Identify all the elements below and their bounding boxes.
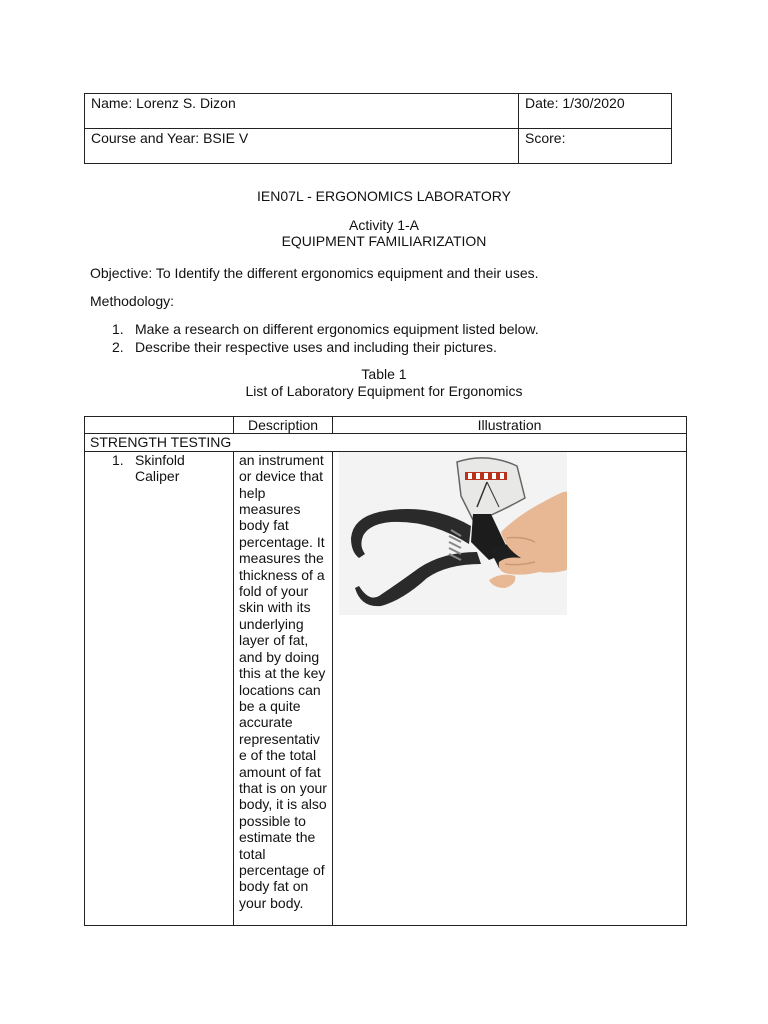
equipment-table [84,416,687,926]
methodology-label: Methodology: [90,293,175,309]
submission-date: Date: 1/30/2020 [519,94,672,129]
column-header-illustration: Illustration [333,417,687,434]
equipment-name [90,452,228,485]
objective: Objective: To Identify the different ergonomics equipment and their uses. [90,265,539,281]
table-title: List of Laboratory Equipment for Ergonomics [245,383,523,399]
methodology-item [112,321,539,337]
skinfold-caliper-image [339,452,567,615]
list-number: 1. [112,321,124,337]
column-header-description: Description [234,417,333,434]
methodology-item [112,339,497,355]
equipment-description: an instrument or device that help measures body fat percentage. It measures the thickness of a fold of your skin with its underlying layer of fat, and by doing this at the key locations can be a quite accurate representativ e of the total amount of fat that is on your body, it is also possible to estimate the total percentage of body fat on your body. [239,451,327,911]
list-text: Describe their respective uses and including their pictures. [135,339,497,355]
list-text: Make a research on different ergonomics equipment listed below. [135,321,539,337]
course-title: IEN07L - ERGONOMICS LABORATORY [257,188,511,204]
section-strength-testing: STRENGTH TESTING [85,434,687,451]
student-name: Name: Lorenz S. Dizon [85,94,519,129]
score-field: Score: [519,129,672,164]
activity-title: EQUIPMENT FAMILIARIZATION [281,233,487,249]
course-year: Course and Year: BSIE V [85,129,519,164]
header-blank-cell [85,417,234,434]
table-caption: Table 1 [361,366,407,382]
student-info-table [84,93,672,164]
description-cell [234,451,333,925]
illustration-cell [333,451,687,925]
equipment-name-cell [85,451,234,925]
list-number: 2. [112,339,124,355]
list-number: 1. [112,451,124,468]
equipment-label: Skinfold Caliper [135,451,185,485]
activity-number: Activity 1-A [348,217,419,233]
